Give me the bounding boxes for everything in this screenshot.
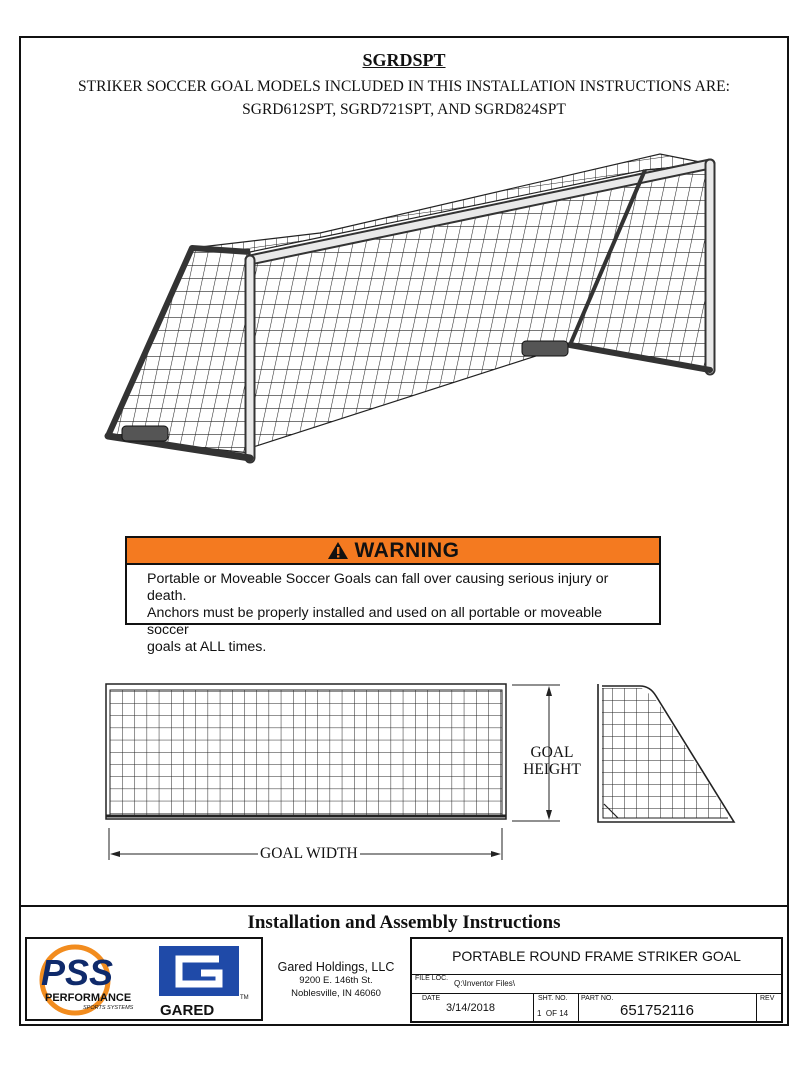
goal-height-label-1: GOAL [530, 744, 574, 761]
warning-text [127, 565, 659, 656]
rev-label: REV [760, 995, 775, 1002]
title-block [410, 937, 783, 1023]
part-no-value: 651752116 [620, 1002, 694, 1019]
soccer-goal-3d-illustration [100, 148, 725, 478]
file-loc-value: Q:\Inventor Files\ [454, 979, 515, 988]
gared-logo-text: GARED [160, 1002, 215, 1019]
warning-title: WARNING [354, 539, 460, 562]
goal-front-view-diagram [100, 678, 562, 863]
sports-systems-logo-text: SPORTS SYSTEMS [83, 1005, 134, 1011]
date-label: DATE [422, 995, 441, 1002]
file-location-row [412, 974, 781, 994]
company-name: Gared Holdings, LLC [277, 960, 395, 974]
pss-logo-text: PSS [41, 952, 114, 993]
warning-header [127, 538, 659, 565]
models-intro-line: STRIKER SOCCER GOAL MODELS INCLUDED IN THIS INSTALLATION INSTRUCTIONS ARE: [78, 78, 730, 95]
file-loc-label: FILE LOC. [415, 975, 449, 982]
warning-line: Portable or Moveable Soccer Goals can fall over causing serious injury or death. [147, 571, 609, 604]
goal-width-label: GOAL WIDTH [260, 845, 358, 862]
company-info [268, 960, 404, 1000]
footer-divider [19, 905, 789, 907]
cell-divider [533, 993, 534, 1023]
goal-height-label-2: HEIGHT [523, 761, 581, 778]
company-address-line: Noblesville, IN 46060 [291, 988, 381, 999]
warning-line: goals at ALL times. [147, 639, 267, 655]
part-no-label: PART NO. [581, 995, 614, 1002]
warning-triangle-icon [327, 541, 349, 560]
date-value: 3/14/2018 [446, 1002, 495, 1014]
logo-panel [25, 937, 263, 1021]
sheet-value: 1 OF 14 [537, 1009, 569, 1018]
pss-performance-logo [31, 939, 155, 1019]
models-list-line: SGRD612SPT, SGRD721SPT, AND SGRD824SPT [242, 101, 566, 118]
gared-logo [155, 939, 255, 1019]
performance-logo-text: PERFORMANCE [45, 992, 132, 1004]
sheet-label: SHT. NO. [538, 995, 568, 1002]
goal-side-view-diagram [592, 678, 740, 828]
trademark-mark: TM [240, 995, 249, 1001]
company-address-line: 9200 E. 146th St. [299, 975, 373, 986]
document-title: PORTABLE ROUND FRAME STRIKER GOAL [412, 939, 781, 975]
warning-box [125, 536, 661, 655]
warning-line: Anchors must be properly installed and used on all portable or moveable soccer [147, 605, 603, 638]
model-code-title: SGRDSPT [362, 50, 446, 70]
instructions-heading: Installation and Assembly Instructions [247, 912, 561, 933]
cell-divider [578, 993, 579, 1023]
cell-divider [756, 993, 757, 1023]
